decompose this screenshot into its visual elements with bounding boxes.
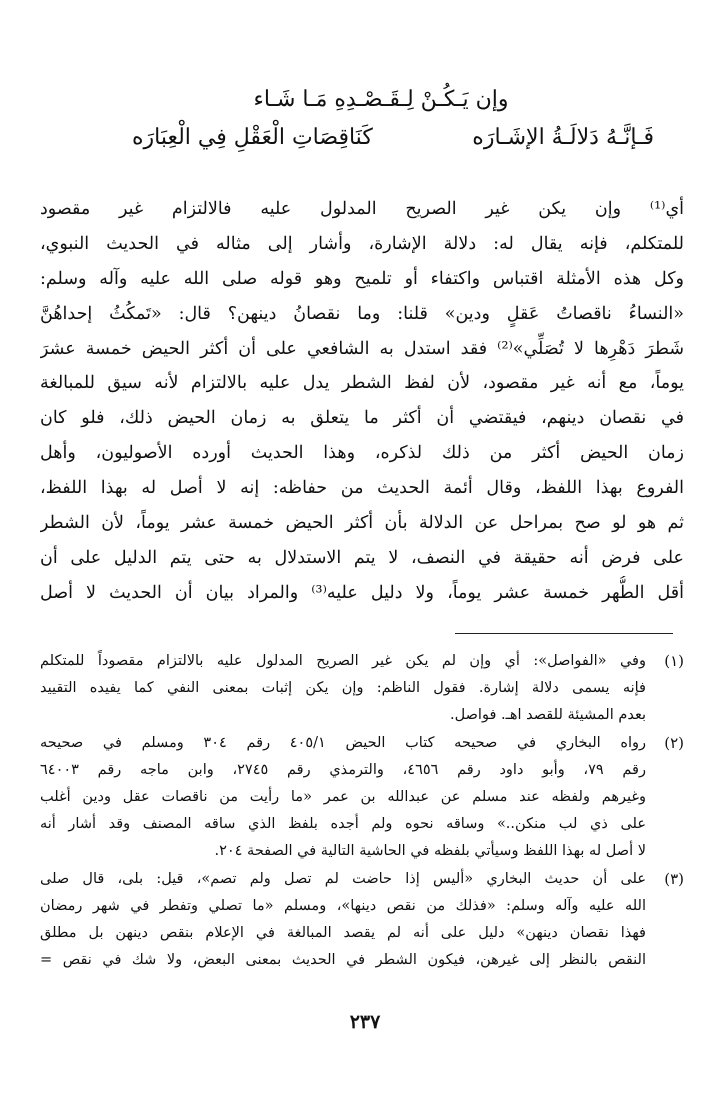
footnote-line: الله عليه وآله وسلم: «فذلك من نقص دينها»، ومسلم «ما تصلي وتفطر في شهر رمضان bbox=[40, 897, 646, 914]
commentary-line: أي⁽¹⁾ وإن يكن غير الصريح المدلول عليه فالالتزام غير مقصود bbox=[40, 199, 684, 219]
footnote-line: على أن حديث البخاري «أليس إذا حاضت لم تصل ولم تصم»، قيل: بلى، قال صلى bbox=[40, 870, 646, 887]
commentary-line: «النساءُ ناقصاتُ عَقلٍ ودين» قلنا: وما نقصانُ دينهن؟ قال: «تَمكُثُ إحداهُنَّ bbox=[40, 303, 684, 324]
footnote-number: (٢) bbox=[664, 733, 684, 752]
commentary-line: ثم هو لو صح بمراحل عن الدلالة بأن أكثر الحيض خمسة عشر يوماً، لأن الشطر bbox=[40, 513, 684, 534]
footnote-line: النقص بالنظر إلى غيرهن، فيكون الشطر في الحديث بمعنى البعض، ولا شك في نقص = bbox=[40, 952, 646, 969]
verse-line-2-second-hemistich: كَنَاقِصَاتِ الْعَقْلِ فِي الْعِبَارَه bbox=[132, 125, 373, 150]
commentary-line: شَطرَ دَهْرِها لا تُصَلِّي»⁽²⁾ فقد استدل به الشافعي على أن أكثر الحيض خمسة عشرَ bbox=[40, 338, 684, 359]
page-number: ٢٣٧ bbox=[349, 1011, 381, 1033]
footnote-1 bbox=[40, 648, 684, 730]
footnote-line: فهذا نقصان دينهن» دليل على أنه لم يقصد المبالغة في الإعلام بنقص دينهن بل مطلق bbox=[40, 924, 646, 941]
footnote-line: رواه البخاري في صحيحه كتاب الحيض ٤٠٥/١ رقم ٣٠٤ ومسلم في صحيحه bbox=[40, 734, 646, 751]
footnote-line: وغيرهم ولفظه عند مسلم عن عبدالله بن عمر «ما رأيت من ناقصات عقل ودين أغلب bbox=[40, 788, 646, 805]
footnote-2 bbox=[40, 730, 684, 866]
footnote-line: بعدم المشيئة للقصد اهـ. فواصل. bbox=[450, 707, 646, 724]
verse-line-2-first-hemistich: فَـإنَّـهُ دَلالَـةُ الإشَـارَه bbox=[472, 125, 654, 150]
footnote-separator bbox=[455, 633, 673, 634]
footnote-line: على ذي لب منكن..» وساقه نحوه ولم أجده بلفظ الذي ساقه المصنف وقد أشار أنه bbox=[40, 816, 646, 833]
footnote-number: (٣) bbox=[664, 869, 684, 888]
footnotes bbox=[40, 648, 684, 974]
commentary-line: أقل الطُّهر خمسة عشر يوماً، ولا دليل عليه⁽³⁾ والمراد بيان أن الحديث لا أصل bbox=[40, 582, 684, 603]
commentary-line: للمتكلم، فإنه يقال له: دلالة الإشارة، وأشار إلى مثاله في الحديث النبوي، bbox=[40, 233, 684, 254]
commentary-text bbox=[40, 192, 684, 611]
commentary-line: زمان الحيض أكثر من ذلك لذكره، وهذا الحديث أورده الأصوليون، وأهل bbox=[40, 443, 684, 464]
footnote-line: رقم ٧٩، وأبو داود رقم ٤٦٥٦، والترمذي رقم ٢٧٤٥، وابن ماجه رقم ٦٤٠٠٣ bbox=[40, 761, 646, 778]
commentary-line: وكل هذه الأمثلة اقتباس واكتفاء أو تلميح وهو قوله صلى الله عليه وآله وسلم: bbox=[40, 268, 684, 289]
footnote-line: فإنه يسمى دلالة إشارة. فقول الناظم: وإن يكن إثبات بمعنى النفي كما يفيده التقييد bbox=[40, 680, 646, 697]
footnote-line: وفي «الفواصل»: أي وإن لم يكن غير الصريح المدلول عليه بالالتزام مقصوداً للمتكلم bbox=[40, 653, 646, 669]
commentary-line: الفروع بهذا اللفظ، وقال أئمة الحديث من حفاظه: إنه لا أصل له بهذا اللفظ، bbox=[40, 478, 684, 499]
footnote-number: (١) bbox=[664, 652, 684, 670]
footnote-line: لا أصل له بهذا اللفظ وسيأتي بلفظه في الحاشية التالية في الصفحة ٢٠٤. bbox=[214, 843, 646, 860]
commentary-line: على فرض أنه حقيقة في النصف، لا يتم الاستدلال به حتى يتم الدليل على أن bbox=[40, 547, 684, 568]
commentary-line: في نقصان دينهم، فيقتضي أن أكثر ما يتعلق به زمان الحيض ذلك، فلو كان bbox=[40, 408, 684, 429]
verse-line-1: وإن يَـكُـنْ لِـقَـصْـدِهِ مَـا شَـاء bbox=[253, 87, 509, 112]
footnote-3 bbox=[40, 866, 684, 975]
commentary-line: يوماً، مع أنه غير مقصود، لأن لفظ الشطر يدل عليه بالالتزام لأنه سيق للمبالغة bbox=[40, 373, 684, 394]
